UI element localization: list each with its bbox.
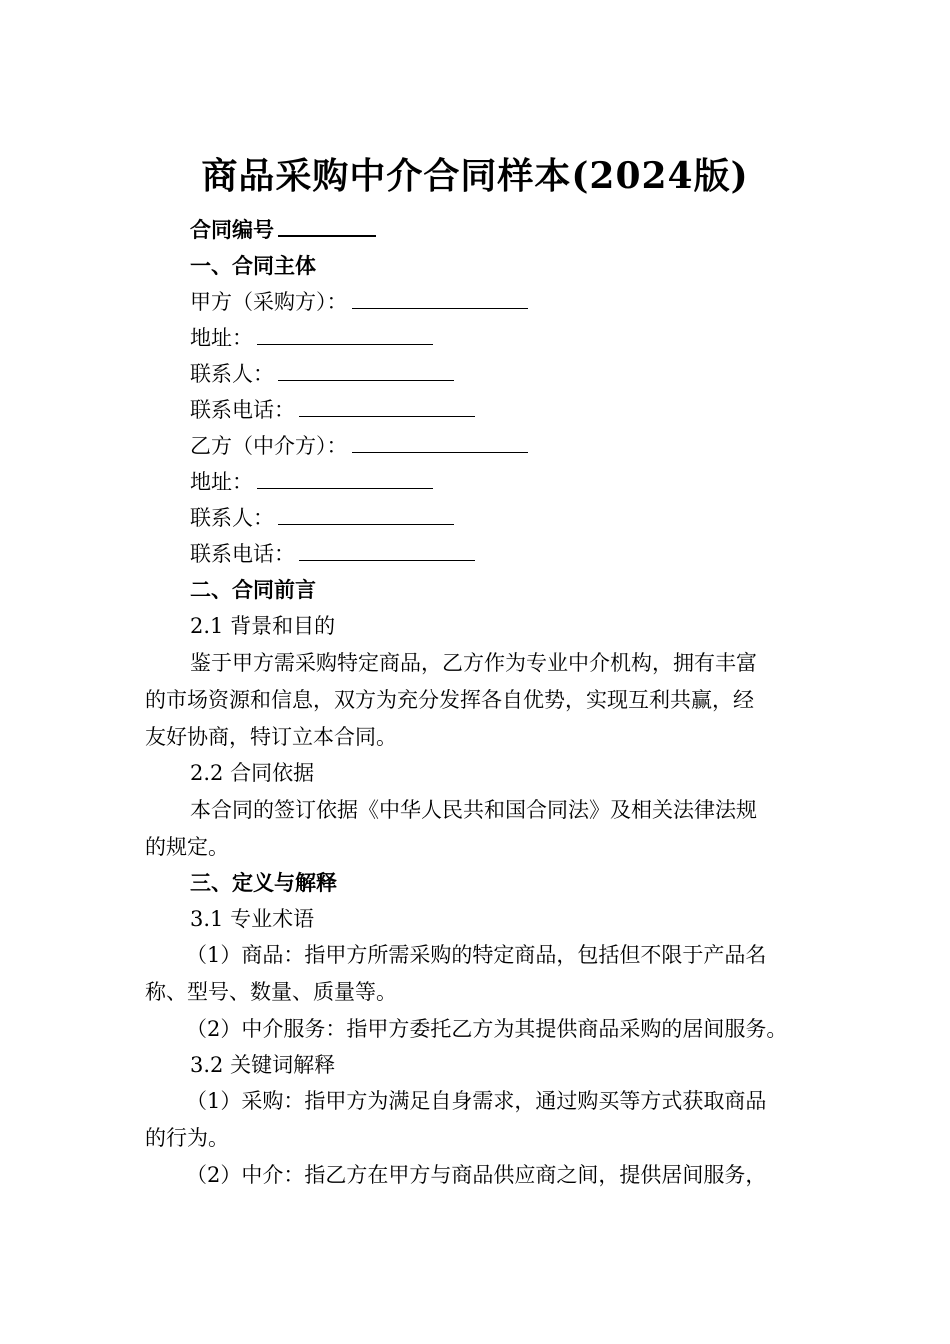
party-b-phone-blank[interactable] bbox=[299, 538, 475, 561]
contract-number-row bbox=[190, 212, 376, 248]
party-b-address-row bbox=[190, 464, 433, 500]
party-a-blank[interactable] bbox=[352, 286, 528, 309]
contract-number-label: 合同编号 bbox=[190, 217, 274, 242]
party-b-address-label: 地址： bbox=[190, 470, 253, 494]
party-a-label: 甲方（采购方）： bbox=[190, 290, 348, 314]
party-a-phone-row bbox=[190, 392, 475, 428]
section-2-1-text-line-1: 鉴于甲方需采购特定商品，乙方作为专业中介机构，拥有丰富 bbox=[190, 651, 757, 675]
section-3-2-item-1-line-1: （1）采购：指甲方为满足自身需求，通过购买等方式获取商品 bbox=[186, 1089, 767, 1113]
party-b-phone-label: 联系电话： bbox=[190, 542, 295, 566]
section-2-2-heading: 2.2 合同依据 bbox=[190, 761, 315, 785]
document-title: 商品采购中介合同样本(2024版) bbox=[201, 155, 749, 197]
party-a-phone-label: 联系电话： bbox=[190, 398, 295, 422]
contract-number-blank[interactable] bbox=[278, 213, 376, 237]
party-b-phone-row bbox=[190, 536, 475, 572]
section-2-1-text-line-3: 友好协商，特订立本合同。 bbox=[145, 725, 397, 749]
section-3-1-item-1-line-2: 称、型号、数量、质量等。 bbox=[145, 980, 397, 1004]
section-2-2-text-line-1: 本合同的签订依据《中华人民共和国合同法》及相关法律法规 bbox=[190, 798, 757, 822]
section-3-2-item-1-line-2: 的行为。 bbox=[145, 1126, 229, 1150]
party-b-contact-blank[interactable] bbox=[278, 502, 454, 525]
section-2-2-text-line-2: 的规定。 bbox=[145, 835, 229, 859]
section-3-1-item-2: （2）中介服务：指甲方委托乙方为其提供商品采购的居间服务。 bbox=[186, 1017, 788, 1041]
section-3-2-heading: 3.2 关键词解释 bbox=[190, 1053, 336, 1077]
party-b-blank[interactable] bbox=[352, 430, 528, 453]
section-2-1-heading: 2.1 背景和目的 bbox=[190, 614, 336, 638]
section-2-1-text-line-2: 的市场资源和信息，双方为充分发挥各自优势，实现互利共赢，经 bbox=[145, 688, 754, 712]
section-3-1-item-1-line-1: （1）商品：指甲方所需采购的特定商品，包括但不限于产品名 bbox=[186, 943, 767, 967]
party-b-address-blank[interactable] bbox=[257, 466, 433, 489]
section-3-heading: 三、定义与解释 bbox=[190, 870, 337, 895]
party-b-row bbox=[190, 428, 528, 464]
section-3-2-item-2-line-1: （2）中介：指乙方在甲方与商品供应商之间，提供居间服务， bbox=[186, 1163, 767, 1187]
party-b-contact-row bbox=[190, 500, 454, 536]
party-b-contact-label: 联系人： bbox=[190, 506, 274, 530]
section-1-heading: 一、合同主体 bbox=[190, 253, 316, 278]
party-a-contact-label: 联系人： bbox=[190, 362, 274, 386]
section-2-heading: 二、合同前言 bbox=[190, 577, 316, 602]
party-a-address-label: 地址： bbox=[190, 326, 253, 350]
party-a-contact-blank[interactable] bbox=[278, 358, 454, 381]
party-a-address-row bbox=[190, 320, 433, 356]
party-a-contact-row bbox=[190, 356, 454, 392]
party-a-phone-blank[interactable] bbox=[299, 394, 475, 417]
party-a-row bbox=[190, 284, 528, 320]
party-b-label: 乙方（中介方）： bbox=[190, 434, 348, 458]
party-a-address-blank[interactable] bbox=[257, 322, 433, 345]
section-3-1-heading: 3.1 专业术语 bbox=[190, 907, 315, 931]
